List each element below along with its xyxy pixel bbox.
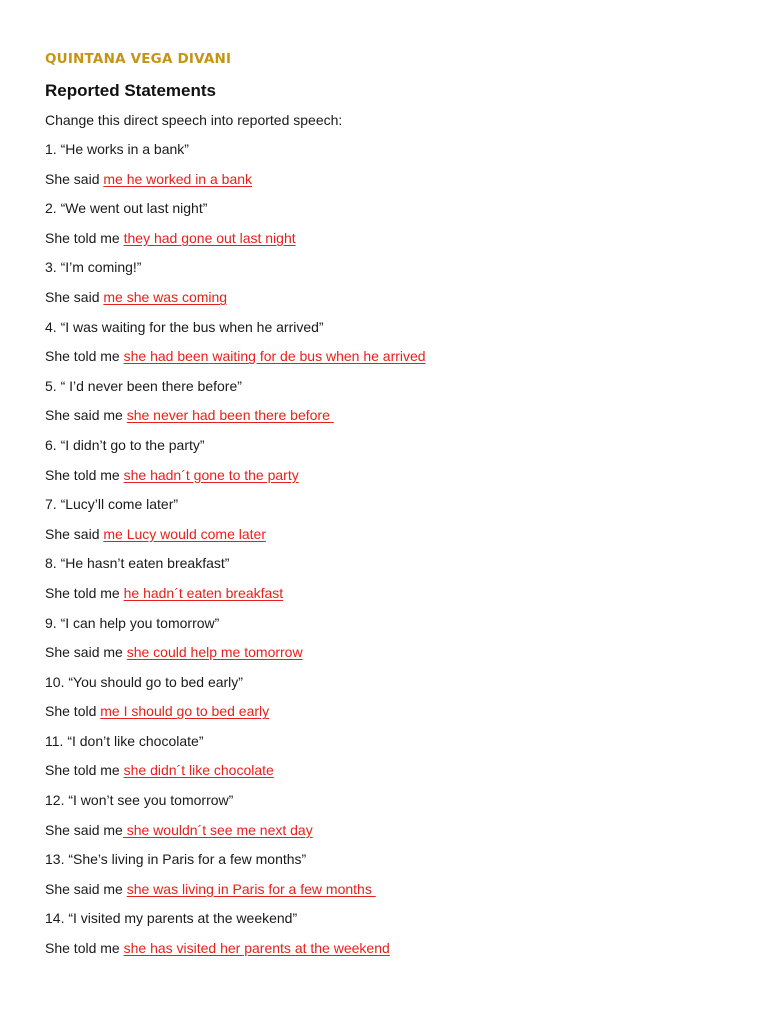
answer-lead-text: She said me xyxy=(45,644,127,661)
answer-text: me she was coming xyxy=(103,288,228,305)
answer-lead-text: She told me xyxy=(45,940,124,957)
exercise-answer-line xyxy=(45,228,745,258)
exercise-answer-line xyxy=(45,524,745,554)
exercise-prompt: 11. “I don’t like chocolate” xyxy=(45,732,204,749)
exercise-answer-line xyxy=(45,879,745,909)
exercise-prompt: 4. “I was waiting for the bus when he arrived” xyxy=(45,318,324,335)
answer-lead-text: She said me xyxy=(45,821,123,838)
exercise-answer-line xyxy=(45,701,745,731)
answer-text: she had been waiting for de bus when he arrived xyxy=(123,348,426,365)
answer-text: she was living in Paris for a few months xyxy=(126,880,376,897)
answer-text: me he worked in a bank xyxy=(103,170,253,187)
author-name: QUINTANA VEGA DIVANI xyxy=(45,51,232,67)
answer-text: she has visited her parents at the weekend xyxy=(123,940,390,957)
exercise-prompt: 8. “He hasn’t eaten breakfast” xyxy=(45,555,230,572)
exercise-prompt: 12. “I won’t see you tomorrow” xyxy=(45,792,234,809)
answer-lead-text: She told me xyxy=(45,229,124,246)
exercise-prompt: 10. “You should go to bed early” xyxy=(45,673,243,690)
exercise-answer-line xyxy=(45,583,745,613)
instructions-text: Change this direct speech into reported speech: xyxy=(45,112,343,128)
answer-text: they had gone out last night xyxy=(123,229,296,246)
answer-lead-text: She said me xyxy=(45,407,127,424)
exercise-prompt: 6. “I didn’t go to the party” xyxy=(45,436,205,453)
answer-text: she didn´t like chocolate xyxy=(123,762,274,779)
exercise-answer-line xyxy=(45,169,745,199)
answer-lead-text: She told me xyxy=(45,762,124,779)
exercise-prompt: 13. “She’s living in Paris for a few months” xyxy=(45,851,307,868)
exercise-answer-line xyxy=(45,642,745,672)
answer-lead-text: She told me xyxy=(45,584,124,601)
exercise-prompt: 1. “He works in a bank” xyxy=(45,141,189,157)
answer-lead-text: She said xyxy=(45,288,104,305)
exercise-prompt: 5. “ I’d never been there before” xyxy=(45,377,242,394)
answer-text: me Lucy would come later xyxy=(103,525,267,542)
document-title: Reported Statements xyxy=(45,81,216,100)
document-page xyxy=(45,48,745,968)
exercise-answer-line xyxy=(45,938,745,968)
exercise-answer-line xyxy=(45,346,745,376)
answer-text: he hadn´t eaten breakfast xyxy=(123,584,284,601)
exercise-prompt: 9. “I can help you tomorrow” xyxy=(45,614,220,631)
answer-lead-text: She told xyxy=(45,703,101,720)
exercise-answer-line xyxy=(45,465,745,495)
answer-lead-text: She said xyxy=(45,525,104,542)
answer-text: she could help me tomorrow xyxy=(126,644,303,661)
exercise-list xyxy=(45,139,745,968)
exercise-prompt: 2. “We went out last night” xyxy=(45,200,208,217)
answer-text: me I should go to bed early xyxy=(100,703,270,720)
exercise-answer-line xyxy=(45,405,745,435)
answer-lead-text: She said me xyxy=(45,880,127,897)
exercise-prompt: 7. “Lucy’ll come later” xyxy=(45,496,179,513)
exercise-prompt: 14. “I visited my parents at the weekend” xyxy=(45,910,298,927)
answer-lead-text: She told me xyxy=(45,348,124,365)
answer-lead-text: She said xyxy=(45,170,104,187)
answer-text: she wouldn´t see me next day xyxy=(122,821,313,838)
exercise-answer-line xyxy=(45,287,745,317)
exercise-prompt: 3. “I’m coming!” xyxy=(45,259,142,276)
answer-text: she hadn´t gone to the party xyxy=(123,466,299,483)
answer-lead-text: She told me xyxy=(45,466,124,483)
exercise-answer-line xyxy=(45,820,745,850)
answer-text: she never had been there before xyxy=(126,407,334,424)
exercise-answer-line xyxy=(45,760,745,790)
